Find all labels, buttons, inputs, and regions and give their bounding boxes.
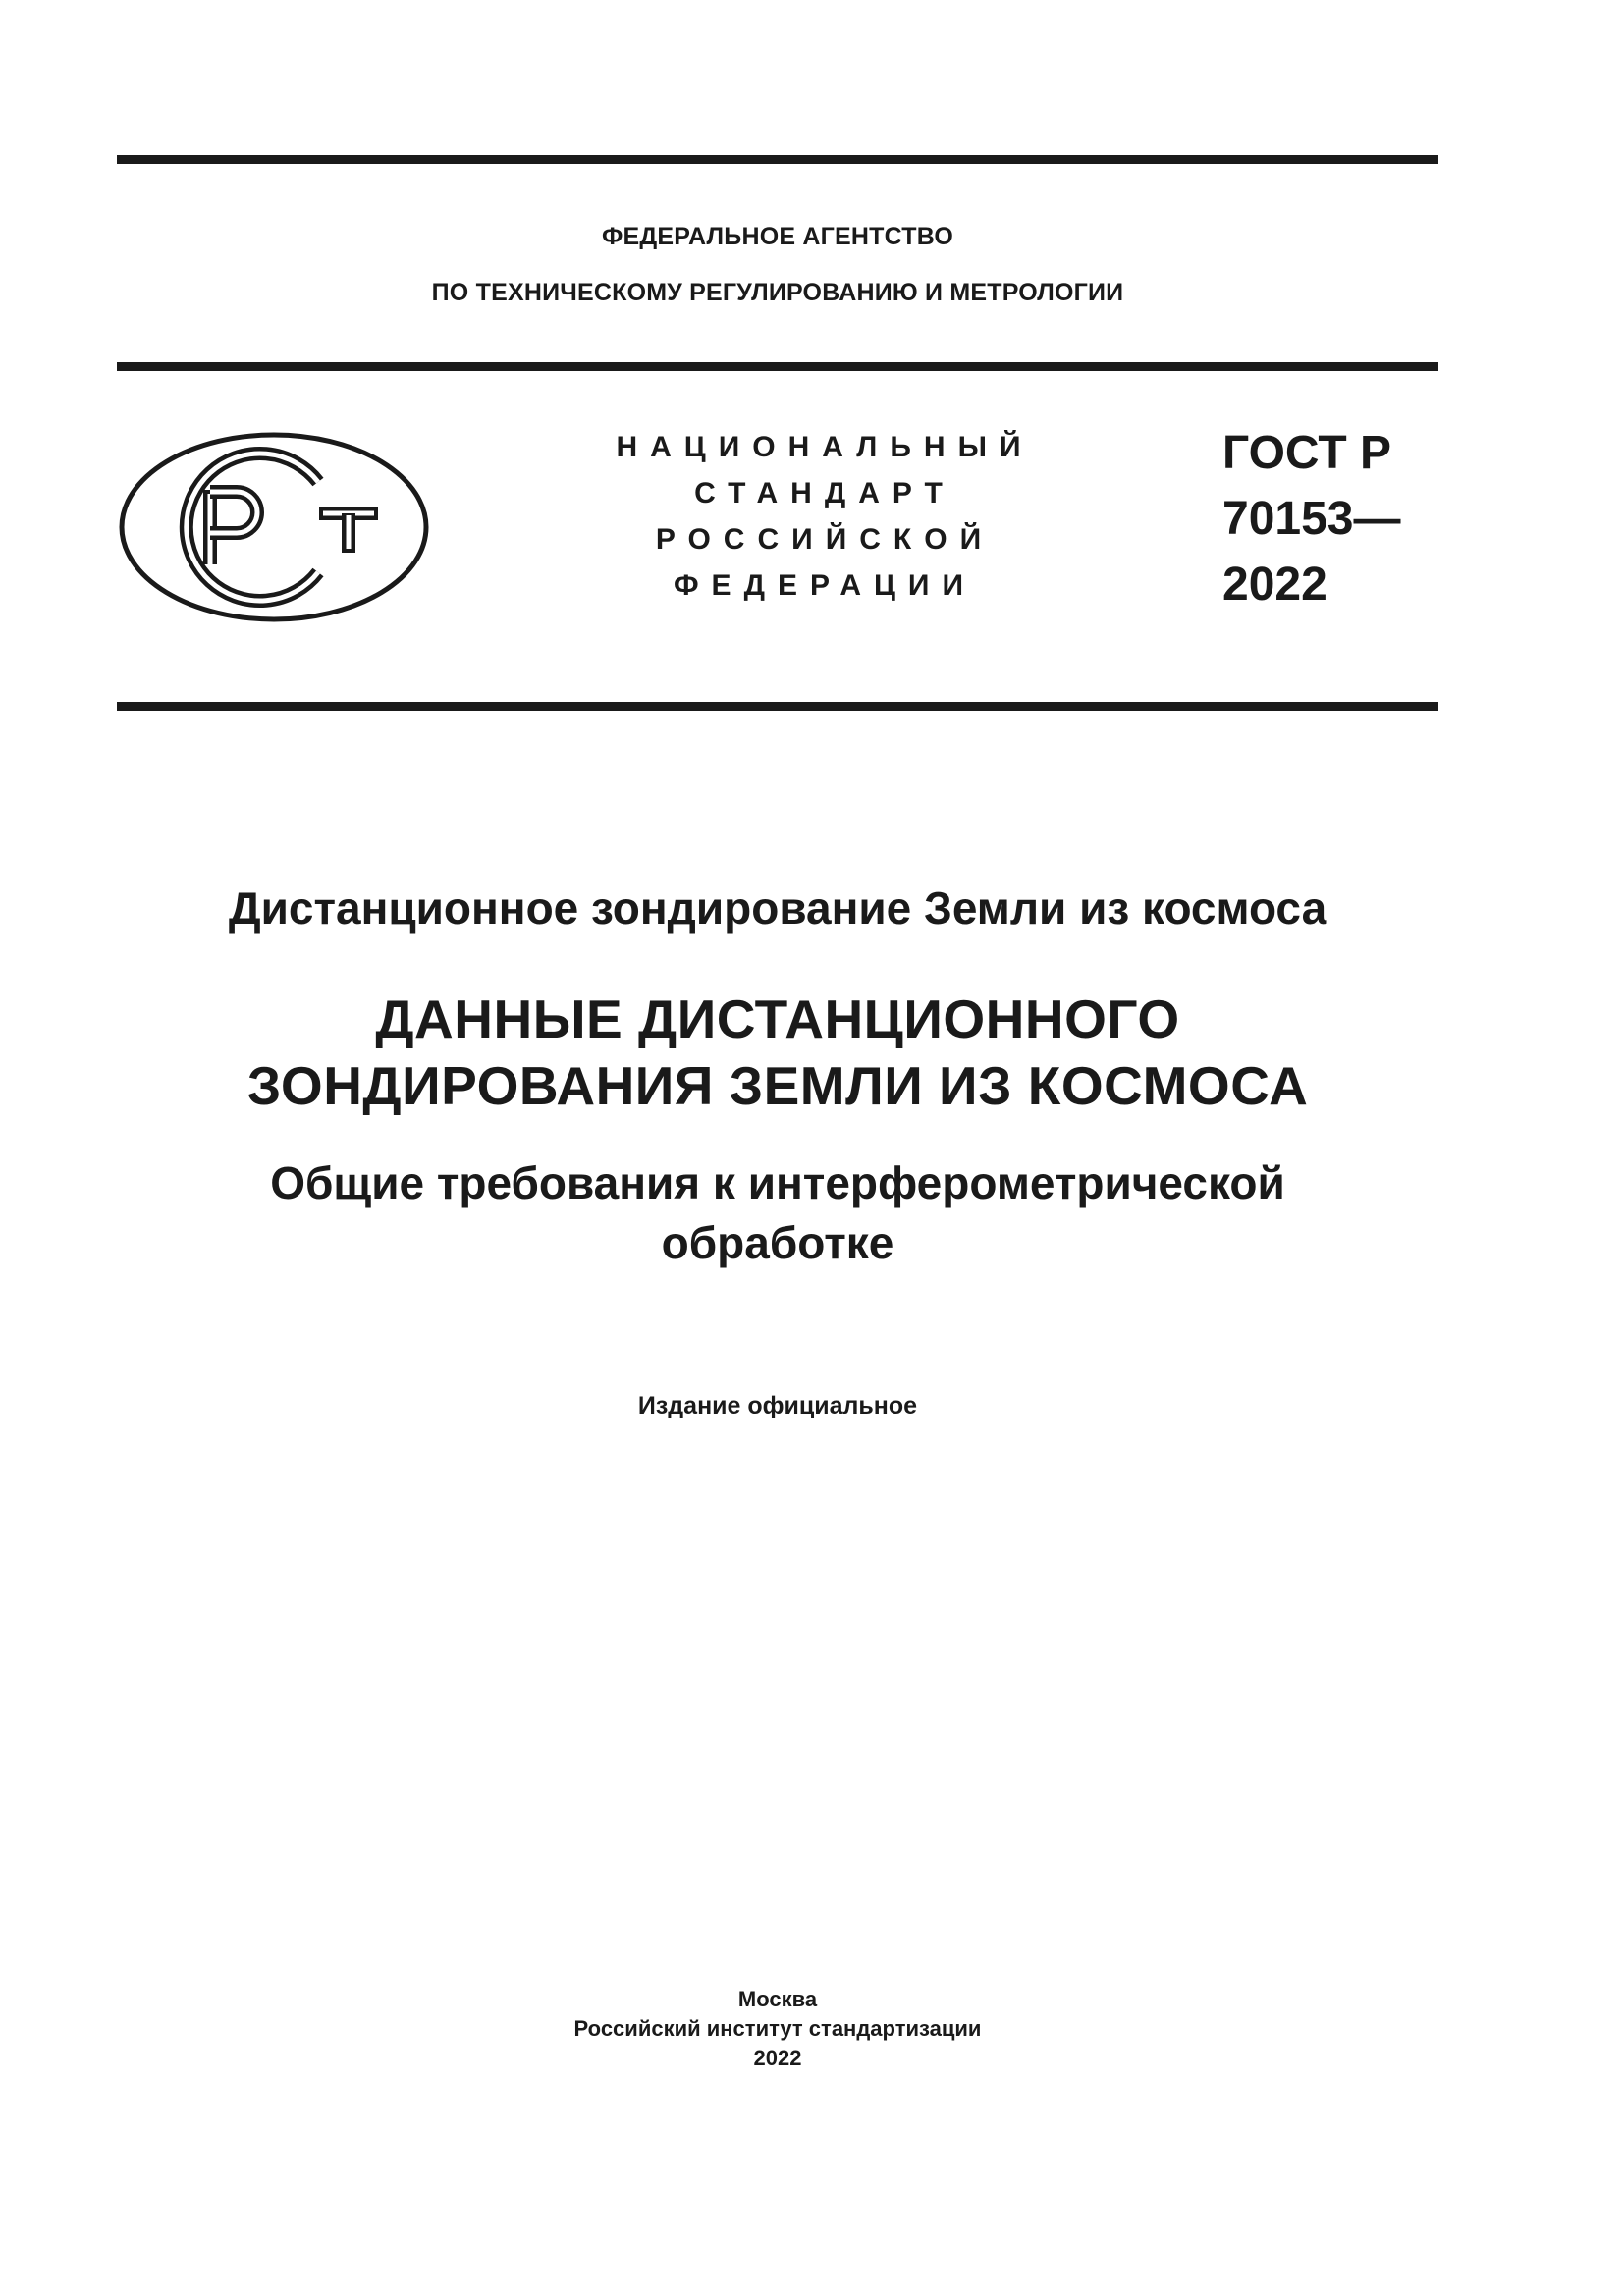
agency-line-2: ПО ТЕХНИЧЕСКОМУ РЕГУЛИРОВАНИЮ И МЕТРОЛОГИИ <box>431 279 1124 306</box>
national-standard-line: СТАНДАРТ <box>694 477 955 509</box>
subtitle <box>117 1153 1438 1273</box>
imprint <box>117 1985 1438 2073</box>
standard-code <box>1222 420 1400 617</box>
national-standard-label <box>589 424 1060 609</box>
main-title-line: ДАННЫЕ ДИСТАНЦИОННОГО <box>375 988 1180 1049</box>
top-rule <box>117 155 1438 164</box>
imprint-city: Москва <box>737 1987 818 2011</box>
edition-label: Издание официальное <box>637 1392 918 1419</box>
standard-code-line: 2022 <box>1222 559 1327 611</box>
subtitle-line: обработке <box>661 1217 894 1268</box>
national-standard-line: НАЦИОНАЛЬНЫЙ <box>616 431 1034 463</box>
national-standard-line: ФЕДЕРАЦИИ <box>673 569 977 602</box>
header-rule <box>117 362 1438 371</box>
national-standard-line: РОССИЙСКОЙ <box>655 523 995 556</box>
standard-code-line: ГОСТ Р <box>1222 427 1392 479</box>
standard-code-line: 70153— <box>1222 493 1401 545</box>
agency-line-1: ФЕДЕРАЛЬНОЕ АГЕНТСТВО <box>602 223 953 250</box>
rst-conformity-mark-icon <box>117 429 431 625</box>
subject-heading: Дистанционное зондирование Земли из космоса <box>228 882 1327 934</box>
main-title <box>117 986 1438 1119</box>
main-title-line: ЗОНДИРОВАНИЯ ЗЕМЛИ ИЗ КОСМОСА <box>246 1055 1309 1116</box>
subtitle-line: Общие требования к интерферометрической <box>270 1157 1285 1208</box>
imprint-publisher: Российский институт стандартизации <box>573 2016 982 2041</box>
imprint-year: 2022 <box>753 2046 802 2070</box>
logo-block-rule <box>117 702 1438 711</box>
